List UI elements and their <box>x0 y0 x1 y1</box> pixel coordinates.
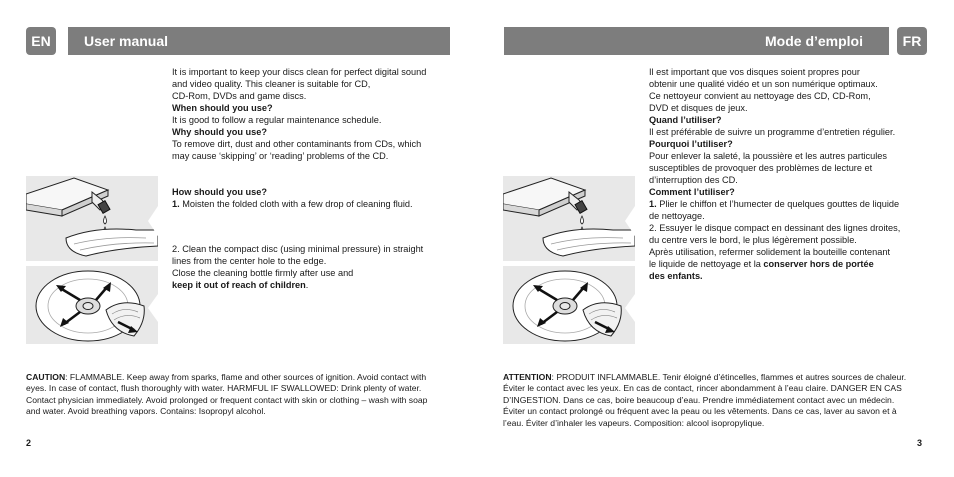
step1-text <box>172 198 452 210</box>
intro-line: CD-Rom, DVDs and game discs. <box>172 91 307 101</box>
step2-text: lines from the center hole to the edge. <box>172 256 327 266</box>
why-text: To remove dirt, dust and other contaminants from CDs, which <box>172 139 422 149</box>
step2-text: 2. Clean the compact disc (using minimal pressure) in straight <box>172 244 424 254</box>
intro-line: Il est important que vos disques soient propres pour <box>649 67 860 77</box>
when-heading: Quand l’utiliser? <box>649 115 722 125</box>
intro-line: DVD et disques de jeux. <box>649 103 748 113</box>
step-number: 1. <box>172 199 180 209</box>
step1-text: de nettoyage. <box>649 211 705 221</box>
instructions-column <box>172 66 452 291</box>
caution-body: : PRODUIT INFLAMMABLE. Tenir éloigné d’étincelles, flammes et autres sources de chaleur. Éviter le contact avec les yeux. En cas de contact, rincer abondamment à l’eau claire. DANGER EN CAS D’INGESTION. Dans ce cas, boire beaucoup d’eau. Prendre immédiatement contact avec un médecin. Éviter un contact prolongé ou fréquent avec la peau ou les vêtements. Dans ce cas, laver au savon et à l’eau. Éviter d’inhaler les vapeurs. Composition: alcool isopropylique. <box>503 372 907 428</box>
language-badge-en: EN <box>26 27 56 55</box>
why-text: Pour enlever la saleté, la poussière et les autres particules <box>649 151 887 161</box>
instructions-column <box>649 66 921 282</box>
step1-text <box>649 198 921 210</box>
disc-cleaning-illustration-icon <box>26 266 158 344</box>
bottle-cloth-illustration-icon <box>26 176 158 261</box>
disc-cleaning-illustration-icon <box>503 266 635 344</box>
step1-body: Plier le chiffon et l’humecter de quelques gouttes de liquide <box>656 199 900 209</box>
caution-body: : FLAMMABLE. Keep away from sparks, flame and other sources of ignition. Avoid contact with eyes. In case of contact, flush thoroughly with water. HARMFUL IF SWALLOWED: Drink plenty of water. Contact physician immediately. Avoid prolonged or frequent contact with skin or clothing – wash with soap and water. Avoid breathing vapors. Contains: Isopropyl alcohol. <box>26 372 428 417</box>
when-text: Il est préférable de suivre un programme d’entretien régulier. <box>649 127 896 137</box>
when-text: It is good to follow a regular maintenance schedule. <box>172 115 382 125</box>
caution-label: ATTENTION <box>503 372 552 382</box>
caution-text <box>26 372 436 418</box>
intro-line: obtenir une qualité vidéo et un son numérique optimaux. <box>649 79 878 89</box>
page-number: 3 <box>917 438 923 448</box>
why-heading: Why should you use? <box>172 127 267 137</box>
intro-line: It is important to keep your discs clean for perfect digital sound <box>172 67 427 77</box>
caution-label: CAUTION <box>26 372 66 382</box>
why-text: susceptibles de provoquer des problèmes de lecture et <box>649 163 873 173</box>
close-warning-bold: keep it out of reach of children <box>172 280 306 290</box>
step2-text: du centre vers le bord, le plus légèrement possible. <box>649 235 857 245</box>
header-title: Mode d’emploi <box>504 27 889 55</box>
close-warning-end: . <box>305 280 309 290</box>
close-warning-bold: conserver hors de portée <box>763 259 874 269</box>
why-heading: Pourquoi l’utiliser? <box>649 139 733 149</box>
caution-text <box>503 372 918 429</box>
page-right <box>477 0 954 477</box>
step2-text: 2. Essuyer le disque compact en dessinant des lignes droites, <box>649 223 901 233</box>
how-heading: Comment l’utiliser? <box>649 187 735 197</box>
close-text: Après utilisation, refermer solidement la bouteille contenant <box>649 247 891 257</box>
close-text-start: le liquide de nettoyage et la <box>649 259 764 269</box>
page-number: 2 <box>26 438 32 448</box>
step-number: 1. <box>649 199 657 209</box>
how-heading: How should you use? <box>172 187 267 197</box>
close-warning <box>172 279 452 291</box>
close-warning-bold: des enfants. <box>649 271 703 281</box>
close-text: Close the cleaning bottle firmly after use and <box>172 268 354 278</box>
why-text: may cause ‘skipping’ or ‘reading’ problems of the CD. <box>172 151 389 161</box>
close-text <box>649 258 921 270</box>
step1-body: Moisten the folded cloth with a few drop of cleaning fluid. <box>179 199 413 209</box>
intro-line: Ce nettoyeur convient au nettoyage des CD, CD-Rom, <box>649 91 871 101</box>
header-title: User manual <box>68 27 450 55</box>
when-heading: When should you use? <box>172 103 273 113</box>
intro-line: and video quality. This cleaner is suitable for CD, <box>172 79 371 89</box>
language-badge-fr: FR <box>897 27 927 55</box>
bottle-cloth-illustration-icon <box>503 176 635 261</box>
why-text: d’interruption des CD. <box>649 175 738 185</box>
